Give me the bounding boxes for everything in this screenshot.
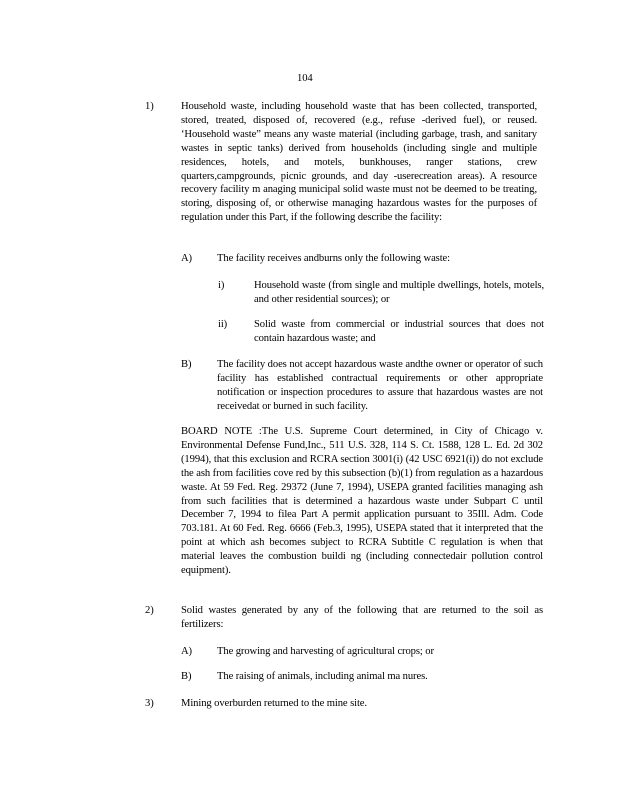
item-marker: 2) (145, 605, 154, 616)
item-marker: B) (181, 359, 192, 370)
item-marker: i) (218, 280, 225, 291)
item-marker: B) (181, 671, 192, 682)
item-text: Solid wastes generated by any of the following that are returned to the soil as fertilizers: (181, 605, 543, 630)
item-marker: 3) (145, 698, 154, 709)
item-text: The raising of animals, including animal ma nures. (217, 671, 428, 682)
item-text: The growing and harvesting of agricultural crops; or (217, 646, 434, 657)
item-marker: 1) (145, 101, 154, 112)
item-text: The facility does not accept hazardous waste andthe owner or operator of such facility has established contractual requirements or other appropriate notification or inspection procedures to assure that hazardous wastes are not receivedat or burned in such facility. (217, 359, 543, 412)
item-marker: A) (181, 253, 192, 264)
item-marker: A) (181, 646, 192, 657)
item-text: The facility receives andburns only the following waste: (217, 253, 450, 264)
item-text: Household waste, including household waste that has been collected, transported, stored, treated, disposed of, recovered (e.g., refuse -derived fuel), or reused. ‘Household waste” means any waste material (including garbage, trash, and sanitary wastes in septic tanks) derived from households (including single and multiple residences, hotels, and motels, bunkhouses, ranger stations, crew quarters,campgrounds, picnic grounds, and day -userecreation areas). A resource recovery facility m anaging municipal solid waste must not be deemed to be treating, storing, disposing of, or otherwise managing hazardous wastes for the purposes of regulation under this Part, if the following describe the facility: (181, 101, 537, 224)
item-text: Mining overburden returned to the mine site. (181, 698, 367, 709)
page-number: 104 (297, 73, 313, 84)
item-text: Household waste (from single and multiple dwellings, hotels, motels, and other residential sources); or (254, 280, 544, 305)
item-text: Solid waste from commercial or industrial sources that does not contain hazardous waste; and (254, 319, 544, 344)
item-marker: ii) (218, 319, 228, 330)
board-note: BOARD NOTE :The U.S. Supreme Court determined, in City of Chicago v. Environmental Defense Fund,Inc., 511 U.S. 328, 114 S. Ct. 1588, 128 L. Ed. 2d 302 (1994), that this exclusion and RCRA section 3001(i) (42 USC 6921(i)) do not exclude the ash from facilities cove red by this subsection (b)(1) from regulation as a hazardous waste. At 59 Fed. Reg. 29372 (June 7, 1994), USEPA granted facilities managing ash from such facilities that is determined a hazardous waste under Subpart C until December 7, 1994 to filea Part A permit application pursuant to 35Ill. Adm. Code 703.181. At 60 Fed. Reg. 6666 (Feb.3, 1995), USEPA stated that it interpreted that the point at which ash becomes subject to RCRA Subtitle C regulation is when that material leaves the combustion buildi ng (including connectedair pollution control equipment). (181, 426, 543, 577)
